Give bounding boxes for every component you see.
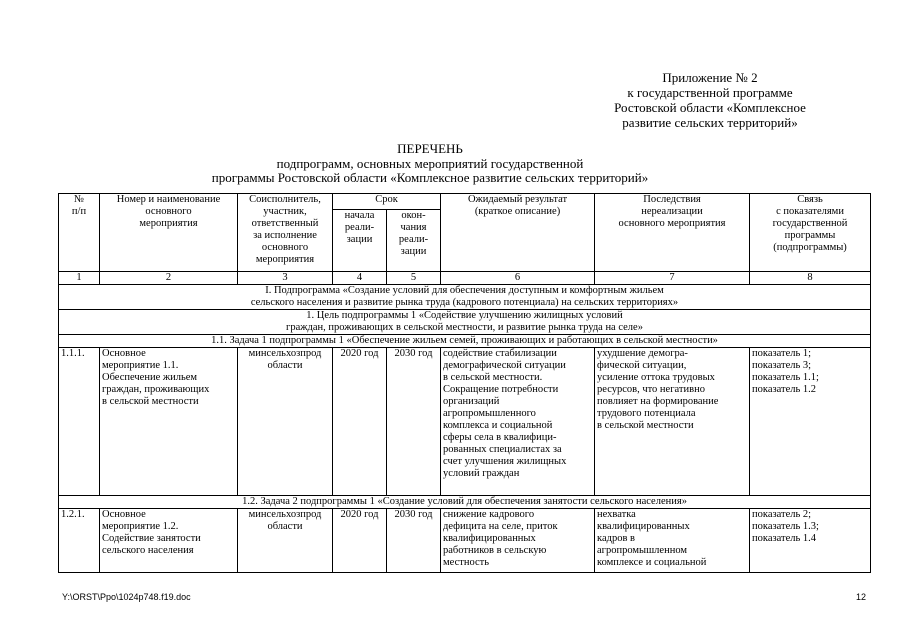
header-link: Связь с показателями государственной программы (подпрограммы): [750, 194, 871, 272]
header-executor: Соисполнитель, участник, ответственный за исполнение основного мероприятия: [238, 194, 333, 272]
annex-caption: [560, 70, 860, 130]
row-executor: минсельхозпрод области: [238, 509, 333, 573]
row-start: 2020 год: [333, 348, 387, 496]
title-line: программы Ростовской области «Комплексное развитие сельских территорий»: [211, 170, 649, 185]
section-row: [59, 285, 871, 310]
header-consequences: Последствия нереализации основного мероприятия: [595, 194, 750, 272]
header-start: начала реали- зации: [333, 210, 387, 272]
col-number: 1: [59, 272, 100, 285]
header-end: окон- чания реали- зации: [387, 210, 441, 272]
row-name: Основное мероприятие 1.2. Содействие занятости сельского населения: [100, 509, 238, 573]
header-num: № п/п: [59, 194, 100, 272]
task-title: 1.2. Задача 2 подпрограммы 1 «Создание условий для обеспечения занятости сельского населения»: [59, 496, 871, 509]
row-result: снижение кадрового дефицита на селе, приток квалифицированных работников в сельскую местность: [441, 509, 595, 573]
task-row: [59, 496, 871, 509]
table-row: [59, 348, 871, 496]
header-row: [59, 194, 871, 210]
task-title: 1.1. Задача 1 подпрограммы 1 «Обеспечение жильем семей, проживающих и работающих в сельской местности»: [59, 335, 871, 348]
title-line: подпрограмм, основных мероприятий государственной: [276, 155, 584, 171]
document-title: [180, 142, 680, 186]
row-executor: минсельхозпрод области: [238, 348, 333, 496]
col-number: 8: [750, 272, 871, 285]
row-num: 1.2.1.: [59, 509, 100, 573]
col-number: 3: [238, 272, 333, 285]
col-number: 6: [441, 272, 595, 285]
row-consequences: ухудшение демогра- фической ситуации, усиление оттока трудовых ресурсов, что негативно повлияет на формирование трудового потенциала в сельской местности: [595, 348, 750, 496]
column-number-row: [59, 272, 871, 285]
row-num: 1.1.1.: [59, 348, 100, 496]
measures-table: [58, 193, 871, 573]
row-link: показатель 2; показатель 1.3; показатель 1.4: [750, 509, 871, 573]
task-row: [59, 335, 871, 348]
header-name: Номер и наименование основного мероприятия: [100, 194, 238, 272]
row-end: 2030 год: [387, 348, 441, 496]
row-consequences: нехватка квалифицированных кадров в агропромышленном комплексе и социальной: [595, 509, 750, 573]
row-start: 2020 год: [333, 509, 387, 573]
annex-line: Ростовской области «Комплексное: [614, 100, 806, 115]
header-result: Ожидаемый результат (краткое описание): [441, 194, 595, 272]
col-number: 4: [333, 272, 387, 285]
page-number: 12: [856, 592, 867, 602]
row-end: 2030 год: [387, 509, 441, 573]
row-result: содействие стабилизации демографической ситуации в сельской местности. Сокращение потребности организаций агропромышленного комплекса и социальной сферы села в квалифици- рованных специалистах за счет улучшения жилищных условий граждан: [441, 348, 595, 496]
title-heading: ПЕРЕЧЕНЬ: [397, 141, 463, 156]
table-row: [59, 509, 871, 573]
annex-line: развитие сельских территорий»: [622, 115, 798, 130]
footer-file-path: Y:\ORST\Ppo\1024p748.f19.doc: [62, 592, 191, 602]
goal-row: [59, 310, 871, 335]
col-number: 7: [595, 272, 750, 285]
annex-line: к государственной программе: [627, 85, 793, 100]
col-number: 2: [100, 272, 238, 285]
subprogram-title: I. Подпрограмма «Создание условий для обеспечения доступным и комфортным жильем сельского населения и развитие рынка труда (кадрового потенциала) на сельских территориях»: [59, 285, 871, 310]
annex-line: Приложение № 2: [662, 70, 758, 85]
goal-title: 1. Цель подпрограммы 1 «Содействие улучшению жилищных условий граждан, проживающих в сельской местности, и развитие рынка труда на селе»: [59, 310, 871, 335]
header-term: Срок: [333, 194, 441, 210]
row-name: Основное мероприятие 1.1. Обеспечение жильем граждан, проживающих в сельской местности: [100, 348, 238, 496]
row-link: показатель 1; показатель 3; показатель 1.1; показатель 1.2: [750, 348, 871, 496]
col-number: 5: [387, 272, 441, 285]
